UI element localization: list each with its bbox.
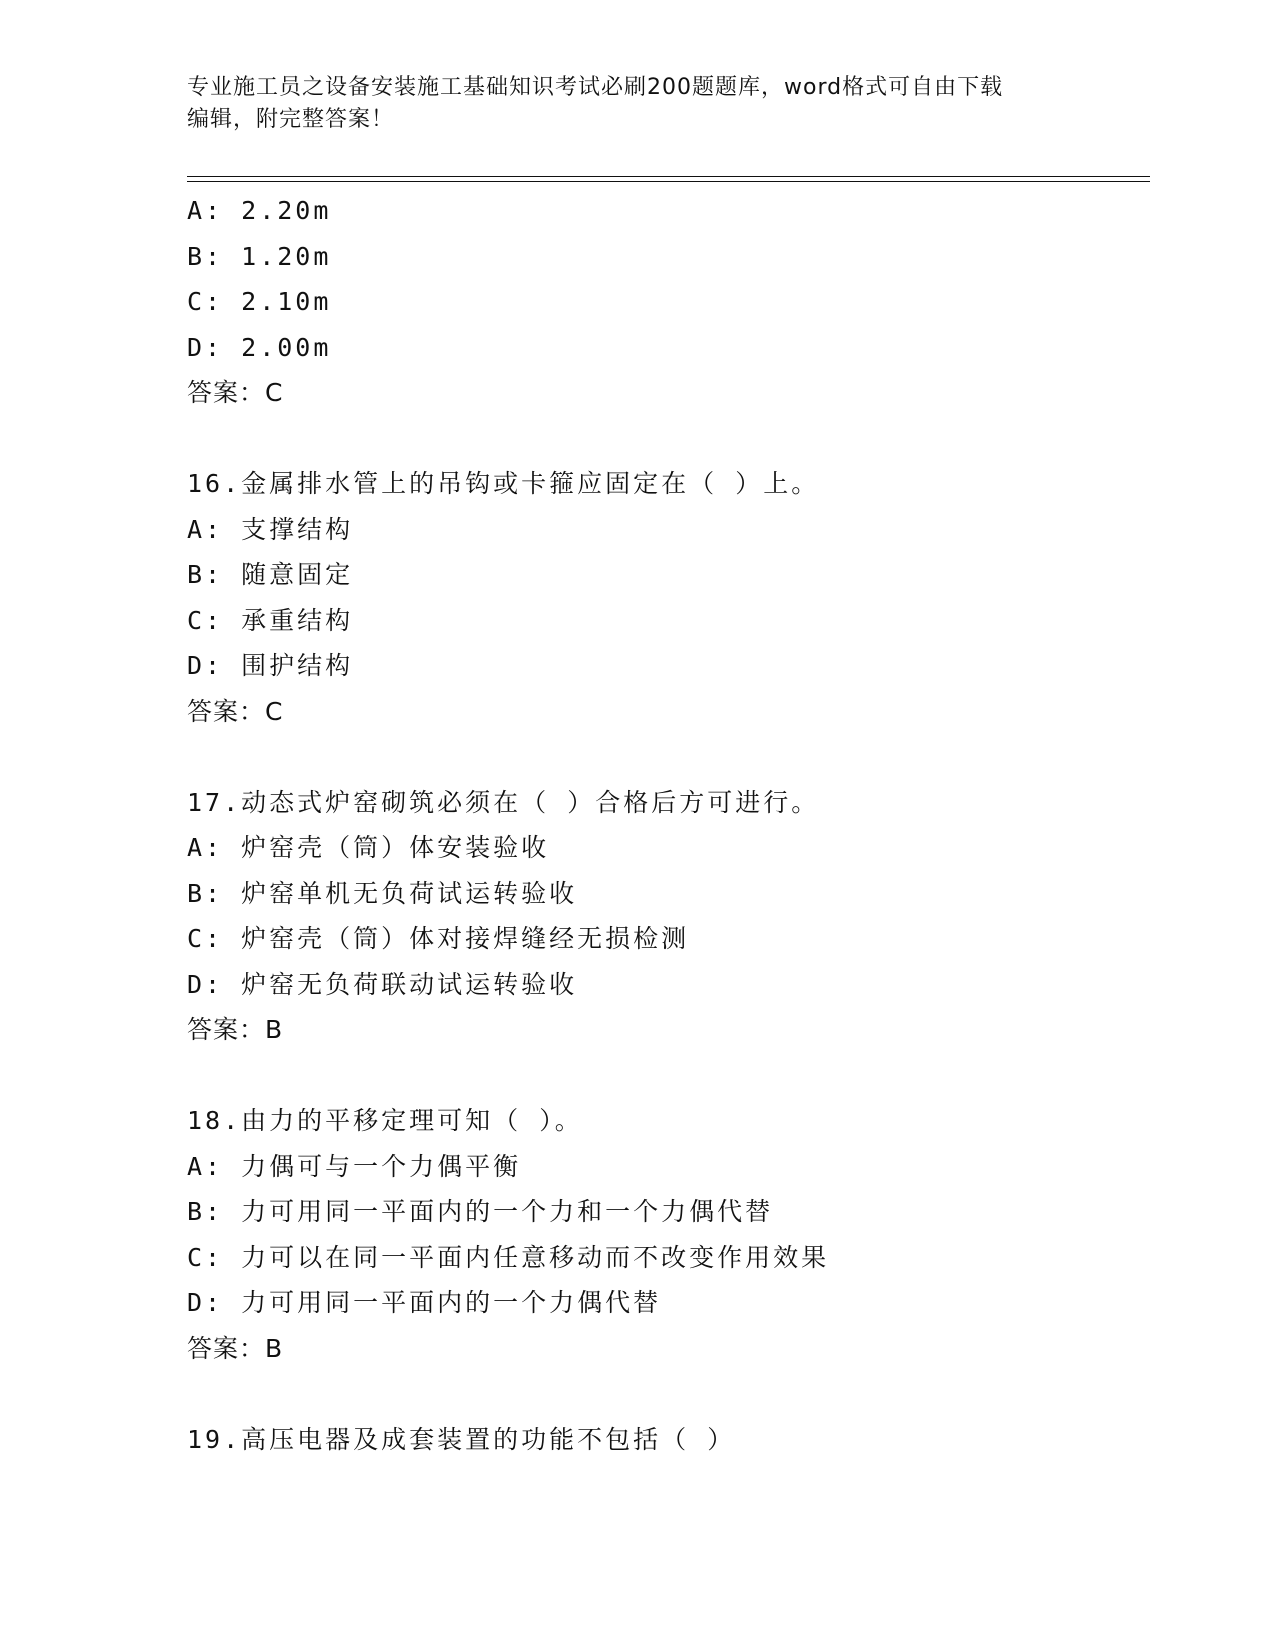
option-d: D: 围护结构	[187, 651, 354, 680]
question-15-block	[187, 188, 1147, 416]
option-d: D: 力可用同一平面内的一个力偶代替	[187, 1288, 662, 1317]
header-line-1: 专业施工员之设备安装施工基础知识考试必刷200题题库，word格式可自由下载	[187, 75, 1004, 100]
document-header	[187, 72, 1067, 136]
spacer	[187, 416, 1147, 462]
spacer	[187, 1053, 1147, 1099]
option-d: D: 2.00m	[187, 332, 332, 362]
spacer	[187, 734, 1147, 780]
question-text: 16.金属排水管上的吊钩或卡箍应固定在（ ）上。	[187, 469, 820, 498]
answer: 答案：C	[187, 696, 284, 726]
header-rule-top	[187, 176, 1150, 177]
option-b: B: 随意固定	[187, 560, 354, 589]
spacer	[187, 1371, 1147, 1417]
option-c: C: 力可以在同一平面内任意移动而不改变作用效果	[187, 1242, 830, 1272]
option-b: B: 炉窑单机无负荷试运转验收	[187, 878, 578, 908]
answer: 答案：B	[187, 1015, 284, 1044]
option-b: B: 1.20m	[187, 241, 332, 271]
option-c: C: 2.10m	[187, 287, 332, 316]
option-a: A: 2.20m	[187, 196, 332, 225]
option-d: D: 炉窑无负荷联动试运转验收	[187, 969, 578, 999]
header-line-2: 编辑，附完整答案！	[187, 107, 395, 132]
option-b: B: 力可用同一平面内的一个力和一个力偶代替	[187, 1197, 774, 1226]
option-c: C: 承重结构	[187, 605, 354, 635]
question-list	[187, 188, 1147, 1462]
option-a: A: 支撑结构	[187, 514, 354, 544]
answer: 答案：B	[187, 1333, 284, 1363]
header-rule-bottom	[187, 181, 1150, 182]
question-18-block	[187, 1098, 1147, 1371]
option-c: C: 炉窑壳（筒）体对接焊缝经无损检测	[187, 924, 690, 953]
question-19-block	[187, 1417, 1147, 1463]
question-text: 17.动态式炉窑砌筑必须在（ ）合格后方可进行。	[187, 787, 820, 817]
option-a: A: 力偶可与一个力偶平衡	[187, 1151, 522, 1181]
question-16-block	[187, 461, 1147, 734]
question-text: 18.由力的平移定理可知（ ）。	[187, 1106, 583, 1135]
answer: 答案：C	[187, 378, 284, 407]
question-text: 19.高压电器及成套装置的功能不包括（ ）	[187, 1424, 736, 1454]
question-17-block	[187, 780, 1147, 1053]
option-a: A: 炉窑壳（筒）体安装验收	[187, 833, 550, 862]
